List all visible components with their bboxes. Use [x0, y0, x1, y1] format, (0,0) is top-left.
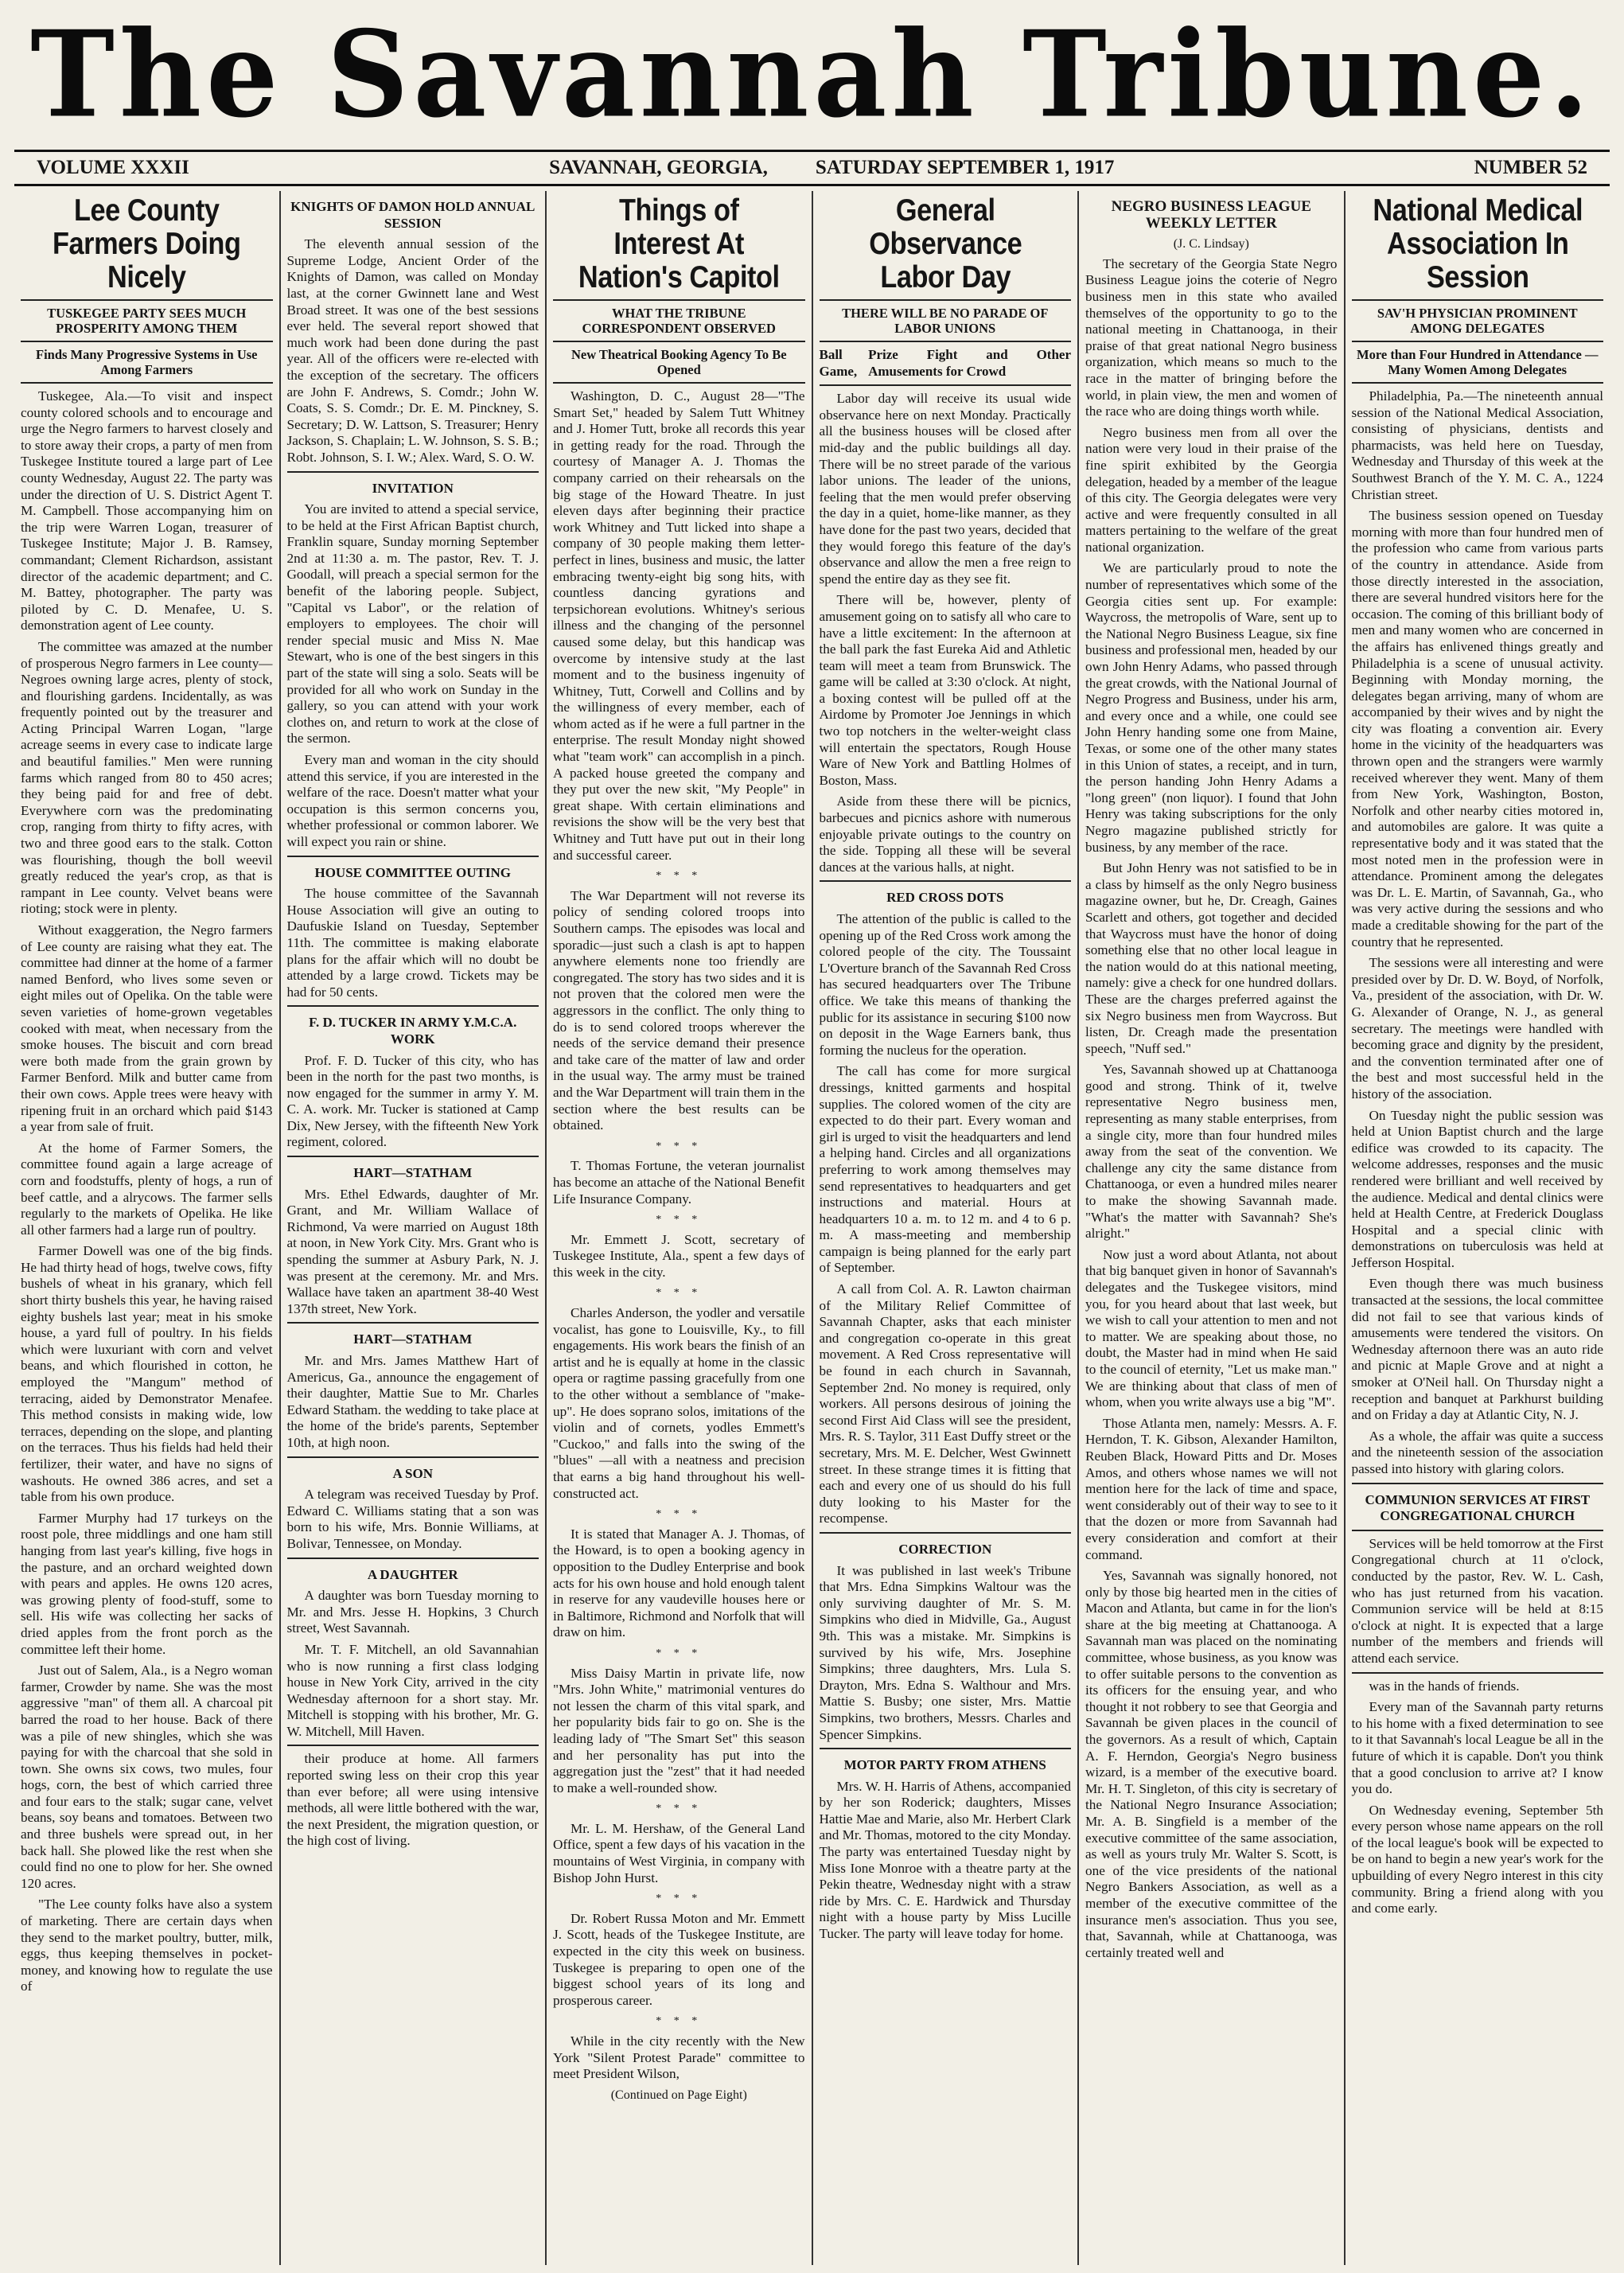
article-paragraph: Mrs. W. H. Harris of Athens, accompanied by her son Roderick; daughters, Misses Hattie Mae and Marie, also Mr. Herbert Clark and Mr. Thomas, motored to the city Monday. The party was entertained Tuesday night by Miss Ione Monroe with a theatre party at the Pekin theatre, Wednesday night with a straw ride by Mrs. C. E. Hardwick and Thursday night with a house party by Miss Lucille Tucker. The party will leave today for home.: [819, 1778, 1071, 1942]
divider: [287, 1156, 539, 1157]
article-paragraph: Charles Anderson, the yodler and versatile vocalist, has gone to Louisville, Ky., to fill engagements. His work bears the finish of an artist and he is equally at home in the classic opera or ragtime passing gracefully from one to the other without a semblance of "make-up". He does soprano solos, imitations of the violin and of cornets, yodles Emmett's "Cuckoo," and falls into the swing of the "blues" —all with a neatness and precision that earns a big hand throughout his well-constructed act.: [553, 1305, 805, 1501]
divider: [21, 382, 273, 384]
article-paragraph: Mr. T. F. Mitchell, an old Savannahian who is now running a first class lodging house in New York City, arrived in the city Wednesday afternoon for a short stay. Mr. Mitchell is stopping with his brother, Mr. G. W. Mitchell, Mill Haven.: [286, 1641, 539, 1739]
volume-label: VOLUME XXXII: [37, 157, 189, 178]
article-paragraph: The secretary of the Georgia State Negro Business League joins the coterie of Negro business men in this state who availed themselves of the opportunity to go to the national meeting in Chattanooga, in their praise of that great national Negro business organization, which means so much to the race in the matter of bringing before the world, in plain view, the men and women of the race who are doing things worth while.: [1085, 255, 1338, 419]
article-paragraph: It was published in last week's Tribune that Mrs. Edna Simpkins Waltour was the only surviving daughter of Mr. S. M. Simpkins who died in Midville, Ga., August 9th. This was a mistake. Mr. Simpkins is survived by his wife, Mrs. Josephine Simpkins; three daughters, Mrs. Lula S. Drayton, Mrs. Edna S. Walthour and Mrs. Mattie S. Busby; one sister, Mrs. Mattie Simpkins, two brothers, Messrs. Charles and Spencer Simpkins.: [819, 1562, 1071, 1742]
article-paragraph: Farmer Dowell was one of the big finds. He had thirty head of hogs, twelve cows, fifty bushels of wheat in his granary, which fell short thirty bushels this year, he having raised eighty bushels last year; meat in his smoke house, a yard full of poultry. In his fields which were luxuriant with corn and velvet beans, and which flourished in cotton, he employed the "Mangum" method of terracing, aided by Demonstrator Menafee. This method consists in making wide, low terraces, depending on the slope, and planting on the terraces. Thus his fields had held their fertilizer, their water, and have no signs of washouts. He owned 386 acres, and set a table from his own produce.: [21, 1243, 273, 1505]
article-paragraph: The War Department will not reverse its policy of sending colored troops into Southern camps. The episodes was local and sporadic—just such a clash is apt to happen anywhere elements none too friendly are congregated. The story has two sides and it is not proven that the colored men were the aggressors in the conflict. The only thing to do is to send colored troops wherever the needs of the service demand their presence and take care of the matter of law and order in the usual way. The army must be trained and the War Department will train them in the section where the best results can be obtained.: [553, 887, 805, 1133]
subhead: More than Four Hundred in Attendance —Many Women Among Delegates: [1357, 347, 1599, 377]
star-divider: * * *: [656, 1803, 703, 1815]
section-title: A DAUGHTER: [367, 1566, 458, 1582]
divider: [1352, 1530, 1604, 1531]
divider: [820, 384, 1072, 386]
divider: [287, 856, 539, 857]
section-title: RED CROSS DOTS: [886, 890, 1004, 906]
divider: [1352, 1483, 1604, 1484]
columns-container: [14, 191, 1610, 2265]
subhead: SAV'H PHYSICIAN PROMINENT AMONG DELEGATES: [1377, 306, 1578, 336]
star-divider: * * *: [656, 1508, 703, 1521]
article-paragraph: was in the hands of friends.: [1369, 1678, 1520, 1694]
article-paragraph: The sessions were all interesting and were presided over by Dr. D. W. Boyd, of Norfolk, Va., president of the association, with Dr. W. G. Alexander of Orange, N. J., as general secretary. The meetings were handled with becoming grace and dignity by the president, and the convention terminated after one of the best and most successful held in the history of the association.: [1351, 955, 1603, 1101]
divider: [553, 299, 805, 301]
divider: [287, 1322, 539, 1324]
article-paragraph: You are invited to attend a special service, to be held at the First African Baptist church, Franklin square, Sunday morning September 2nd at 11:30 a. m. The pastor, Rev. T. J. Goodall, will preach a special sermon for the benefit of the laboring people. Subject, "Capital vs Labor", or the relation of employers to employees. The choir will render special music and Miss N. Mae Stewart, who is one of the best singers in this part of the state will sing a solo. Seats will be provided for all who work on Sunday in the gallery, so you can attend with your work clothes on, and return to work at the close of the sermon.: [286, 501, 539, 747]
article-paragraph: T. Thomas Fortune, the veteran journalist has become an attache of the National Benefit Life Insurance Company.: [553, 1158, 805, 1207]
article-paragraph: Mr. and Mrs. James Matthew Hart of Americus, Ga., announce the engagement of their daughter, Mattie Sue to Mr. Charles Edward Statham. the wedding to take place at the home of the bride's parents, September 10th, at high noon.: [286, 1353, 539, 1450]
article-paragraph: Even though there was much business transacted at the sessions, the local committee did not fail to see that various kinds of amusements were tendered the visitors. On Wednesday afternoon there was an auto ride and picnic at Maple Grove and at night a smoker at O'Neil hall. On Thursday night a reception and banquet at Parkhurst building and on Friday a day at Atlantic City, N. J.: [1351, 1276, 1603, 1423]
article-paragraph: The call has come for more surgical dressings, knitted garments and hospital supplies. The colored women of the city are expected to do their part. Every woman and girl is urged to visit the headquarters and lend a helping hand. Circles and all organizations preferring to work among themselves may send representatives to headquarters and get instructions and material. Hours at headquarters 10 a. m. to 12 m. and 4 to 6 p. m. A mass-meeting and membership campaign is being planned for the early part of September.: [819, 1063, 1071, 1276]
article-paragraph: Every man of the Savannah party returns to his home with a fixed determination to see to it that Savannah's local League be all in the future of which it is capable. Don't you think that a good conclusion to arrive at? I know you do.: [1351, 1699, 1603, 1797]
headline-medical-association: National Medical Association In Session: [1372, 193, 1583, 294]
headline-lee-county: Lee County Farmers Doing Nicely: [53, 193, 241, 294]
subhead: WHAT THE TRIBUNE CORRESPONDENT OBSERVED: [582, 306, 776, 336]
article-paragraph: their produce at home. All farmers reported swing less on their crop this year than ever before; all were using intensive methods, all were little bothered with the war, the next President, the migration question, or the high cost of living.: [286, 1751, 539, 1849]
column-1: [14, 191, 279, 2265]
divider: [820, 880, 1072, 882]
article-paragraph: The house committee of the Savannah House Association will give an outing to Daufuskie Island on Tuesday, September 11th. The committee is making elaborate plans for the affair which will no doubt be attended by a large crowd. Tickets may be had for 50 cents.: [286, 886, 539, 1000]
continued-note: (Continued on Page Eight): [610, 2088, 747, 2102]
star-divider: * * *: [656, 1287, 703, 1300]
section-title: NEGRO BUSINESS LEAGUE WEEKLY LETTER: [1111, 198, 1311, 232]
article-paragraph: Every man and woman in the city should attend this service, if you are interested in the welfare of the race. Doesn't matter what your occupation is this sermon concerns you, whether professional or common laborer. We will expect you rain or shine.: [286, 752, 539, 849]
divider: [21, 341, 273, 342]
article-paragraph: Those Atlanta men, namely: Messrs. A. F. Herndon, T. K. Gibson, Alexander Hamilton, Reuben Black, Howard Pitts and Dr. Moses Amos, and others whose names we will not mention here for the lack of time and space, went considerably out of their way to see to it that the dozen or more from Savannah had every consideration and comfort at their command.: [1085, 1415, 1338, 1562]
divider: [1352, 341, 1604, 342]
column-3: [545, 191, 812, 2265]
divider: [1352, 299, 1604, 301]
subhead: TUSKEGEE PARTY SEES MUCH PROSPERITY AMONG THEM: [47, 306, 247, 336]
star-divider: * * *: [656, 1214, 703, 1226]
article-paragraph: Now just a word about Atlanta, not about that big banquet given in honor of Savannah's delegates and the Tuskegee visitors, mind you, for you heard about that last week, but we wish to call your attention to men and not to matter. We are speaking about those, no doubt, the Master had in mind when He said to the council of eternity, "Let us make man." We are thinking about that class of men of whom, when you write always use a big "M".: [1085, 1246, 1338, 1410]
section-title: HOUSE COMMITTEE OUTING: [314, 864, 512, 880]
article-paragraph: Prof. F. D. Tucker of this city, who has been in the north for the past two months, is now engaged for the summer in army Y. M. C. A. work. Mr. Tucker is stationed at Camp Dix, New Jersey, with the fifteenth New York regiment, colored.: [286, 1052, 539, 1150]
star-divider: * * *: [656, 870, 703, 883]
article-paragraph: The attention of the public is called to the opening up of the Red Cross work among the colored people of the city. The Toussaint L'Overture branch of the Savannah Red Cross has secured headquarters over The Tribune office. We take this means of thanking the public for its assistance in securing $100 now on deposit in the Wage Earners bank, thus forming the nucleus for the operation.: [819, 911, 1071, 1058]
masthead-title: The Savannah Tribune.: [30, 5, 1594, 145]
article-paragraph: Mrs. Ethel Edwards, daughter of Mr. Grant, and Mr. William Wallace of Richmond, Va were married on August 18th at noon, in New York City. Mrs. Grant who is spending the summer at Asbury Park, N. J. was present at the ceremony. Mr. and Mrs. Wallace have taken an apartment 38-40 West 137th street, New York.: [286, 1186, 539, 1316]
article-paragraph: Labor day will receive its usual wide observance here on next Monday. Practically all the business houses will be closed after mid-day and the public buildings all day. There will be no street parade of the various labor unions. The leader of the unions, feeling that the men would prefer observing the day in a quiet, home-like manner, as they have done for the past two years, decided that they would forego this feature of the day's observance and allow the men a free reign to spend the entire day as they see fit.: [819, 391, 1071, 587]
city-label: SAVANNAH, GEORGIA,: [549, 157, 768, 178]
article-paragraph: Mr. L. M. Hershaw, of the General Land Office, spent a few days of his vacation in the mountains of West Virginia, in company with Bishop John Hurst.: [553, 1820, 805, 1885]
article-paragraph: A call from Col. A. R. Lawton chairman of the Military Relief Committee of Savannah Chapter, asks that each minister and congregation co-operate in this great movement. A Red Cross representative will be found in each church in Savannah, September 2nd. No money is required, only workers. All persons desirous of joining the second First Aid Class will see the president, Mrs. R. S. Taylor, 311 East Duffy street or the secretary, Mrs. M. E. Delcher, West Gwinnett street. In these strange times it is fitting that each and every one of us should do his full duty looking to his Master for the recompense.: [819, 1281, 1071, 1526]
section-title: F. D. TUCKER IN ARMY Y.M.C.A. WORK: [309, 1015, 517, 1047]
section-title: MOTOR PARTY FROM ATHENS: [843, 1757, 1046, 1773]
article-paragraph: There will be, however, plenty of amusement going on to satisfy all who care to have a little excitement: In the afternoon at the ball park the fast Eureka Aid and Athletic team will meet a team from Brunswick. The game will be called at 3:30 o'clock. At night, a boxing contest will be pulled off at the Airdome by Promoter Joe Jennings in which two top notchers in the welter-weight class will entertain the spectators, Rough House Ware of New York and Battling Holmes of Boston, Mass.: [819, 592, 1071, 788]
article-paragraph: "The Lee county folks have also a system of marketing. There are certain days when they send to the market poultry, butter, milk, eggs, thus keeping themselves in pocket-money, and knowing how to regulate the use of: [21, 1897, 273, 1994]
article-paragraph: It is stated that Manager A. J. Thomas, of the Howard, is to open a booking agency in opposition to the Dudley Enterprise and book acts for his own house and hold enough talent in reserve for any vaudeville houses here or in Baltimore, Richmond and Norfolk that will draw on him.: [553, 1526, 805, 1640]
section-title: COMMUNION SERVICES AT FIRST CONGREGATIONAL CHURCH: [1365, 1491, 1591, 1524]
divider: [287, 1005, 539, 1007]
section-title: HART—STATHAM: [353, 1165, 473, 1181]
divider: [820, 1532, 1072, 1534]
subhead: New Theatrical Booking Agency To Be Opened: [571, 347, 787, 377]
divider: [820, 299, 1072, 301]
section-title: A SON: [392, 1465, 434, 1481]
article-paragraph: Dr. Robert Russa Moton and Mr. Emmett J. Scott, heads of the Tuskegee Institute, are expected in the city this week on business. Tuskegee is preparing to open one of the biggest school years of its long and prosperous career.: [553, 1910, 805, 2008]
article-paragraph: Aside from these there will be picnics, barbecues and picnics ashore with numerous enjoyable private outings to the country on the side. Topping all these will be several dances at the various halls, at night.: [819, 793, 1071, 875]
section-title: INVITATION: [372, 480, 454, 496]
article-paragraph: Philadelphia, Pa.—The nineteenth annual session of the National Medical Association, consisting of physicians, dentists and pharmacists, was held here on Tuesday, Wednesday and Thursday of this week at the Southwest Branch of the Y. M. C. A., 1224 Christian street.: [1351, 388, 1603, 502]
kicker-right: Prize Fight and Other Amusements for Crowd: [868, 347, 1071, 379]
article-paragraph: The eleventh annual session of the Supreme Lodge, Ancient Order of the Knights of Damon, was called on Monday last, at the corner Gwinnett lane and West Broad street. It was one of the best sessions ever held. The several report showed that much work had been done during the past year. All of the officers were re-elected with the exception of the secretary. The officers are John F. Andrews, S. Comdr.; John W. Coats, S. S. Comdr.; Dr. E. M. Pinckney, S. Secretary; D. W. Lattson, S. Treasurer; Henry Jackson, S. Chaplain; L. W. Johnson, S. S. B.; Robt. Johnson, S. I. W.; Alex. Ward, S. O. W.: [286, 236, 539, 465]
divider: [1352, 382, 1604, 384]
article-paragraph: Tuskegee, Ala.—To visit and inspect county colored schools and to encourage and urge the Negro farmers to harvest closely and to store away their crops, a party of men from Tuskegee Institute toured a large part of Lee county Wednesday, August 22. The party was under the direction of U. S. District Agent T. M. Campbell. Those accompanying him on the trip were Warren Logan, treasurer of Tuskegee Institute; Major J. B. Ramsey, commandant; Clement Richardson, assistant director of the academic department; and C. M. Battey, photographer. The party was piloted by C. D. Menafee, U. S. demonstration agent of Lee county.: [21, 388, 273, 634]
column-2: [279, 191, 546, 2265]
star-divider: * * *: [656, 2015, 703, 2028]
star-divider: * * *: [656, 1140, 703, 1152]
divider: [820, 1748, 1072, 1749]
kicker-left: Ball Game,: [819, 347, 858, 379]
divider: [287, 1745, 539, 1746]
article-paragraph: A telegram was received Tuesday by Prof. Edward C. Williams stating that a son was born to his wife, Mrs. Bonnie Williams, at Bolivar, Tennessee, on Monday.: [286, 1487, 539, 1551]
section-title: HART—STATHAM: [353, 1331, 473, 1347]
article-paragraph: As a whole, the affair was quite a success and the nineteenth session of the association passed into history with glaring colors.: [1351, 1428, 1603, 1476]
date-label: SATURDAY SEPTEMBER 1, 1917: [815, 157, 1115, 178]
divider: [287, 471, 539, 473]
section-title: CORRECTION: [898, 1541, 992, 1557]
column-6: [1344, 191, 1610, 2265]
article-paragraph: At the home of Farmer Somers, the committee found again a large acreage of corn and foodstuffs, plenty of hogs, a run of beef cattle, and a alrycows. The farmer sells regularly to the markets of Opelika. He like all other farmers had a large run of poultry.: [21, 1140, 273, 1238]
byline: (J. C. Lindsay): [1173, 237, 1249, 251]
number-label: NUMBER 52: [1474, 157, 1587, 178]
article-paragraph: Services will be held tomorrow at the First Congregational church at 11 o'clock, conducted by the pastor, Rev. W. L. Cash, who has just returned from his vacation. Communion service will be held at 8:15 o'clock at night. It is expected that a large number of the members and friends will attend each service.: [1351, 1535, 1603, 1666]
article-paragraph: We are particularly proud to note the number of representatives which some of the Georgia cities sent up. For example: Waycross, the metropolis of Ware, sent up to the National Negro Business League, six fine business and professional men, headed by our own John Henry Adams, who passed through the great crowds, with the National Journal of Negro Progress and Business, under his arm, and every once and a while, one could see John Henry handing some one from Maine, Texas, or some one of the other many states in this Union of states, a receipt, and in turn, the person handing John Henry Adams a "long green" (non liquor). I found that John Henry was taking subscriptions for the only Negro magazine published strictly for business, by any member of the race.: [1085, 560, 1338, 855]
subhead: Finds Many Progressive Systems in Use Among Farmers: [35, 347, 258, 377]
divider: [1352, 1672, 1604, 1674]
subhead: THERE WILL BE NO PARADE OF LABOR UNIONS: [842, 306, 1049, 336]
section-title: KNIGHTS OF DAMON HOLD ANNUAL SESSION: [290, 199, 535, 231]
column-4: [812, 191, 1078, 2265]
article-paragraph: On Wednesday evening, September 5th every person whose name appears on the roll of the local league's book will be expected to be on hand to begin a new year's work for the upbuilding of every Negro interest in this city community. Bring a friend along with you and come early.: [1351, 1802, 1603, 1916]
star-divider: * * *: [656, 1647, 703, 1659]
article-paragraph: But John Henry was not satisfied to be in a class by himself as the only Negro business magazine owner, but he, Dr. Creagh, Gaines Scarlett and others, got together and decided that Waycross must have the honor of doing something else that no other local league in the nation would do at this national meeting, namely: give a check for one hundred dollars. These are the charges preferred against the six Negro business men from Waycross. But listen, Dr. Creagh made the presentation speech, "Nuff sed.": [1085, 860, 1338, 1056]
article-paragraph: The committee was amazed at the number of prosperous Negro farmers in Lee county—Negroes owning large acres, plenty of stock, and flourishing gardens. Incidentally, as was frequently pointed out by the treasurer and Acting Principal Warren Logan, "large acreage seems in every case to indicate large and beautiful families." Men were running farms which ranged from 80 to 450 acres; they being paid for and free of debt. Everywhere corn was the predominating crop, ranging from thirty to fifty acres, with two and three good ears to the stalk. Cotton was flourishing, though the boll weevil greatly reduced the year's crop, as that is rampant in Lee county. Velvet beans were rioting; stock were in plenty.: [21, 638, 273, 917]
divider: [287, 1558, 539, 1559]
article-paragraph: Just out of Salem, Ala., is a Negro woman farmer, Crowder by name. She was the most aggressive "man" of them all. A charcoal pit barred the road to her house. Back of there was a pile of new shingles, which she was paying for with the charcoal that she sold in town. She owns six cows, two mules, four hogs, corn, the best of which carried three and four ears to the stalk; sugar cane, velvet beans, soy beans and tomatoes. Between two and three bushels were spread out, in her back hall. She plowed like the rest when she could find no one to plow for her. She owned 120 acres.: [21, 1663, 273, 1891]
article-paragraph: The business session opened on Tuesday morning with more than four hundred men of the profession who came from various parts of the country in attendance. Aside from those directly interested in the association, there are several hundred visitors here for the occasion. The coming of this brilliant body of men and many women who are concerned in the affairs has enlivened things greatly and Philadelphia is a scene of unusual activity. Beginning with Monday morning, the delegates began arriving, many of whom are accompanied by their wives and by night the city was floating a convention air. Every home in the vicinity of the headquarters was thrown open and the strangers were warmly received wherever they went. Many of them from New York, Washington, Boston, Norfolk and other nearby cities motored in, and automobiles are galore. It was quite a representative body and it was stated that the most noted men in the profession were in attendance. Prominent among the delegates was Dr. L. E. Martin, of Savannah, Ga., who was very active during the sessions and who made a creditable showing for the part of the country that he represented.: [1351, 508, 1603, 949]
divider: [287, 1456, 539, 1458]
star-divider: * * *: [656, 1893, 703, 1905]
article-paragraph: A daughter was born Tuesday morning to Mr. and Mrs. Jesse H. Hopkins, 3 Church street, West Savannah.: [286, 1588, 539, 1636]
kicker-line: [820, 347, 1072, 380]
divider: [553, 382, 805, 384]
article-paragraph: Yes, Savannah showed up at Chattanooga good and strong. Think of it, twelve representative Negro business men, representing as many stable enterprises, from a single city, more than four hundred miles away from the seat of the convention. We challenge any city the same distance from Chattanooga, or even a hundred miles nearer to make the showing Savannah made. "What's the matter with Savannah? She's alright.": [1085, 1062, 1338, 1242]
divider: [553, 341, 805, 342]
article-paragraph: Negro business men from all over the nation were very loud in their praise of the fine spirit exhibited by the Georgia delegation, headed by a member of the league of this city. The Georgia delegates were very active and were frequently consulted in all matters pertaining to the welfare of the great national organization.: [1085, 424, 1338, 555]
dateline-center: [549, 157, 1114, 179]
divider: [21, 299, 273, 301]
headline-labor-day: General Observance Labor Day: [868, 193, 1022, 294]
divider: [820, 341, 1072, 342]
column-5: [1077, 191, 1344, 2265]
dateline-bar: [14, 150, 1610, 186]
article-paragraph: While in the city recently with the New York "Silent Protest Parade" committee to meet President Wilson,: [553, 2033, 805, 2082]
article-paragraph: On Tuesday night the public session was held at Union Baptist church and the large edifice was crowded to its capacity. The welcome addresses, responses and the music rendered were brilliant and well received by the audience. Medical and dental clinics were held at Health Centre, at Frederick Douglass Hospital and a special clinic with demonstrations on tuberculosis was held at Jefferson Hospital.: [1351, 1107, 1603, 1270]
article-paragraph: Miss Daisy Martin in private life, now "Mrs. John White," matrimonial ventures do not lessen the charm of this vital spark, and her popularity bids fair to go on. She is the leading lady of "The Smart Set" this season and her personality has put into the aggregation just the "zest" that it had needed to make a well-rounded show.: [553, 1665, 805, 1795]
article-paragraph: Mr. Emmett J. Scott, secretary of Tuskegee Institute, Ala., spent a few days of this week in the city.: [553, 1231, 805, 1280]
article-paragraph: Without exaggeration, the Negro farmers of Lee county are raising what they eat. The committee had dinner at the home of a farmer named Benford, who lives some seven or eight miles out of Opelika. On the table were seven varieties of home-grown vegetables cooked with meat, when necessary from the smoke houses. The biscuit and corn bread were both made from the grain grown by Farmer Benford. Milk and butter came from their own cows. Apple trees were heavy with ripening fruit in an orchard which paid $143 a year from sale of fruit.: [21, 922, 273, 1135]
article-paragraph: Farmer Murphy had 17 turkeys on the roost pole, three middlings and one ham still hanging from last year's killing, five hogs in the pasture, and an orchard weighted down with pears and apples. He owns 120 acres, was growing plenty of food-stuff, some to sell. His wife was collecting her sacks of dried apples from the front porch as the committee left their home.: [21, 1510, 273, 1657]
article-paragraph: Yes, Savannah was signally honored, not only by those big hearted men in the cities of Macon and Atlanta, but came in for the lion's share at the big meeting at Chattanooga. A Savannah man was placed on the nominating committee, whose business, as you know was to offer suitable persons to the convention as its officers for the ensuing year, and who thought it not robbery to see that Georgia and Savannah be given places in the council of the governors. As a result of which, Captain A. F. Herndon, Georgia's Negro business wizard, is a member of the executive board. Mr. H. T. Singleton, of this city is secretary of the National Negro Insurance Association; Mr. A. B. Singfield is a member of the executive committee of the same association, as well as yours truly Mr. Walter S. Scott, is one of the vice presidents of the national Negro Bankers Association, as well as a member of the executive committee of the insurance men's association. Thus you see, that, Savannah, while at Chattanooga, was certainly treated well and: [1085, 1568, 1338, 1960]
headline-nations-capitol: Things of Interest At Nation's Capitol: [578, 193, 780, 294]
article-paragraph: Washington, D. C., August 28—"The Smart Set," headed by Salem Tutt Whitney and J. Homer Tutt, broke all records this year in getting ready for the road. Through the courtesy of Manager A. J. Thomas the company carried on their rehearsals on the big stage of the Howard Theatre. In just eleven days after beginning their practice work Whitney and Tutt licked into shape a company of 30 people making them letter-perfect in lines, business and music, the latter embracing twenty-eight big song hits, with countless dancing gyrations and terpsichorean evolutions. Whitney's serious illness and the changing of the personnel caused some delay, but this handicap was overcome by intensive study at the last moment and to the business ingenuity of Whitney, Tutt, Corwell and Collins and by the willingness of every member, each of whom acted as if he were a full partner in the enterprise. The result Monday night showed what "team work" can accomplish in a pinch. A packed house greeted the company and they put over the new skit, "My People" in great shape. With certain eliminations and revisions the show will be the very best that Whitney and Tutt have put out in their long and successful career.: [553, 388, 805, 863]
